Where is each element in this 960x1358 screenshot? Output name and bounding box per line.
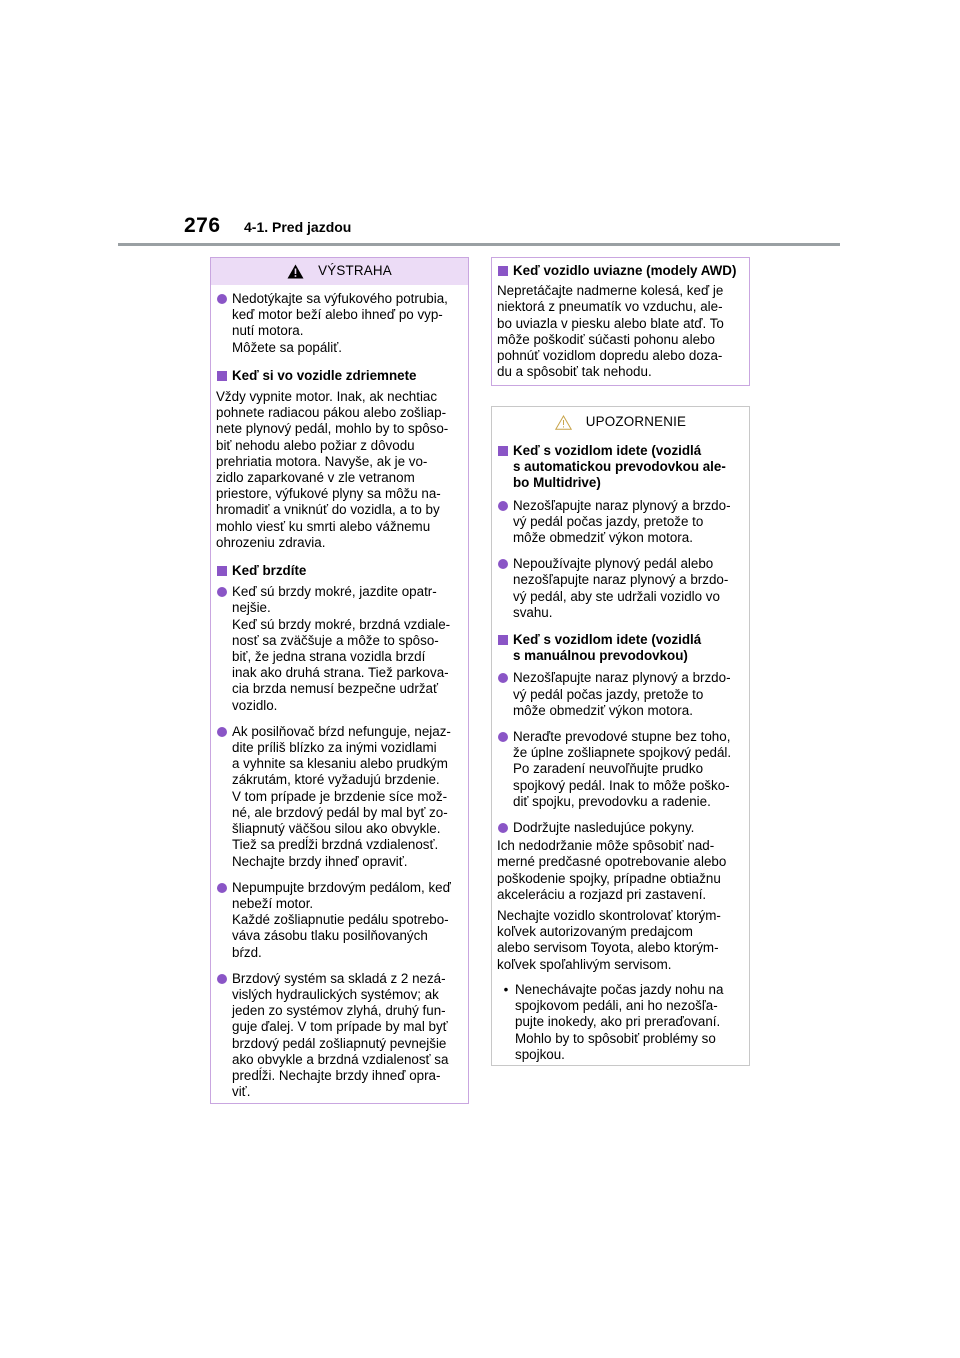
notice-title: UPOZORNENIE [585, 413, 687, 429]
section-heading [216, 563, 463, 579]
bullet-text: Nenechávajte počas jazdy nohu na spojkovom pedáli, ani ho nezošľa- pujte inokedy, ako pri preraďovaní. Mohlo by to spôsobiť problémy so spojkou. [515, 981, 724, 1062]
list-item [216, 584, 463, 714]
notice-box [491, 406, 750, 1066]
bullet-dot [217, 974, 227, 984]
bullet-dot [498, 732, 508, 742]
list-item [216, 971, 463, 1101]
heading-square [217, 371, 227, 381]
section-title: 4-1. Pred jazdou [244, 219, 352, 235]
list-item [216, 880, 463, 961]
item-text: Nezošľapujte naraz plynový a brzdo- vý pedál počas jazdy, pretože to môže obmedziť výkon motora. [513, 497, 731, 546]
caution-triangle-icon [555, 415, 572, 430]
item-text: Nepoužívajte plynový pedál alebo nezošľapujte naraz plynový a brzdo- vý pedál, aby ste udržali vozidlo vo svahu. [513, 556, 729, 620]
item-text: Nezošľapujte naraz plynový a brzdo- vý pedál počas jazdy, pretože to môže obmedziť výkon motora. [513, 670, 731, 718]
list-item [216, 291, 463, 356]
item-text: Keď sú brzdy mokré, jazdite opatr- nejšie. Keď sú brzdy mokré, brzdná vzdiale- nosť sa zväčšuje a môže to spôso- biť, že jedna strana vozidla brzdí inak ako druhá strana. Tiež parkova- cia brzda nemusí bezpečne udržať vozidlo. [232, 584, 451, 713]
list-item [497, 498, 744, 547]
heading-square [498, 635, 508, 645]
section-heading [497, 263, 744, 279]
bullet-dot [498, 501, 508, 511]
bullet-dot [217, 727, 227, 737]
section-heading [497, 632, 744, 664]
heading-text: Keď s vozidlom idete (vozidlá s automatickou prevodovkou ale- bo Multidrive) [513, 443, 726, 491]
bullet-item [497, 982, 744, 1063]
heading-text: Keď si vo vozidle zdriemnete [232, 367, 417, 383]
notice-header [492, 407, 749, 437]
list-item [497, 729, 744, 810]
bullet-dot [217, 587, 227, 597]
item-text: Neraďte prevodové stupne bez toho, že úplne zošliapnete spojkový pedál. Po zaradení neuvoľňujte prudko spojkový pedál. Inak to môže poško- diť spojku, prevodovku a radenie. [513, 729, 732, 809]
page-number: 276 [184, 214, 221, 237]
warning-title: VÝSTRAHA [318, 263, 392, 279]
bullet-dot [498, 823, 508, 833]
heading-square [217, 566, 227, 576]
paragraph: Nechajte vozidlo skontrolovať ktorým- koľvek autorizovaným predajcom alebo servisom Toyota, alebo ktorým- koľvek spoľahlivým servisom. [497, 908, 721, 972]
warning-triangle-icon [287, 264, 304, 279]
list-item [497, 670, 744, 719]
bullet-dot [498, 673, 508, 683]
item-text: Dodržujte nasledujúce pokyny. [513, 820, 695, 836]
bullet-dot [217, 294, 227, 304]
header-rule [118, 243, 840, 246]
item-text: Brzdový systém sa skladá z 2 nezá- vislých hydraulických systémov; ak jeden zo systémov zlyhá, druhý fun- guje ďalej. V tom prípade by mal byť brzdový pedál zošliapnutý pevnejšie ako obvykle a brzdná vzdialenosť sa predĺži. Nechajte brzdy ihneď opra- viť. [232, 970, 449, 1100]
item-text: Nepumpujte brzdovým pedálom, keď nebeží motor. Každé zošliapnutie pedálu spotrebo- váva zásobu tlaku posilňovaných bŕzd. [232, 879, 451, 960]
bullet-dot [498, 559, 508, 569]
paragraph: Ich nedodržanie môže spôsobiť nad- merné predčasné opotrebovanie alebo poškodenie spojky, prípadne obtiažnu akceleráciu a rozjazd pri zastavení. [497, 838, 727, 902]
warning-header [211, 258, 468, 285]
heading-text: Keď brzdíte [232, 563, 307, 579]
awd-box [491, 257, 750, 386]
bullet-dot [217, 883, 227, 893]
item-text: Nedotýkajte sa výfukového potrubia, keď motor beží alebo ihneď po vyp- nutí motora. Môžete sa popáliť. [232, 291, 448, 355]
list-item [497, 820, 744, 836]
section-heading [497, 443, 744, 492]
item-text: Ak posilňovač bŕzd nefunguje, nejaz- dite príliš blízko za inými vozidlami a vyhnite sa klesaniu alebo prudkým zákrutám, ktoré vyžadujú brzdenie. V tom prípade je brzdenie síce mož- né, ale brzdový pedál by mal byť zo- šliapnutý väčšou silou ako obvykle. Tiež sa predĺži brzdná vzdialenosť. Nechajte brzdy ihneď opraviť. [232, 723, 451, 869]
paragraph: Vždy vypnite motor. Inak, ak nechtiac pohnete radiacou pákou alebo zošliap- nete plynový pedál, mohlo by to spôso- biť nehodu alebo požiar z dôvodu prehriatia motora. Navyše, ak je vo- zidlo zaparkované v zle vetranom priestore, výfukové plyny sa môžu na- hromadiť a vniknúť do vozidla, a to by mohlo viesť ku smrti alebo vážnemu ohrozeniu zdravia. [216, 389, 449, 550]
heading-square [498, 446, 508, 456]
heading-text: Keď vozidlo uviazne (modely AWD) [513, 263, 737, 278]
section-heading [216, 368, 463, 384]
warning-box [210, 257, 469, 1104]
paragraph: Nepretáčajte nadmerne kolesá, keď je niektorá z pneumatík vo vzduchu, ale- bo uviazla v piesku alebo blate atď. To môže poškodiť súčasti pohonu alebo pohnúť vozidlom dopredu alebo doza- du a spôsobiť tak nehodu. [497, 283, 724, 380]
heading-square [498, 266, 508, 276]
heading-text: Keď s vozidlom idete (vozidlá s manuálnou prevodovkou) [513, 632, 702, 664]
list-item [497, 556, 744, 621]
list-item [216, 724, 463, 870]
bullet-mark: • [503, 981, 509, 997]
